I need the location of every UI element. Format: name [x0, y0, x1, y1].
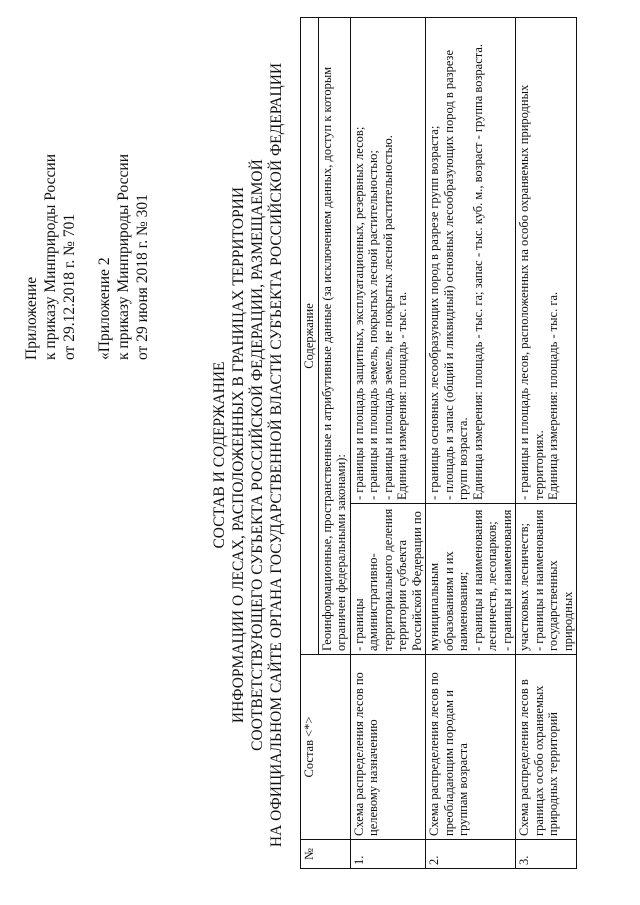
detail-line: - границы и площадь земель, не покрытых лесной растительностью.	[380, 135, 395, 500]
table-row	[426, 18, 516, 869]
row-details	[426, 18, 516, 504]
approval-2-line-3: от 29 июня 2018 г. № 301	[134, 194, 151, 360]
header-composition: Состав <*>	[301, 655, 351, 840]
row-number: 3.	[516, 840, 577, 869]
detail-line: Единица измерения: площадь - тыс. га.	[546, 291, 560, 500]
content-table	[300, 17, 577, 869]
row-composition: Схема распределения лесов по преобладающим породам и группам возраста	[426, 655, 516, 840]
approval-block-2	[95, 154, 152, 360]
header-content: Содержание	[301, 18, 319, 655]
approval-2-line-2: к приказу Минприроды России	[115, 153, 132, 360]
row-boundaries: участковых лесничеств; - границы и наименования государственных природных	[516, 504, 577, 655]
row-composition: Схема распределения лесов по целевому назначению	[350, 655, 426, 840]
approval-1-line-3: от 29.12.2018 г. № 701	[61, 213, 78, 360]
detail-line: - границы и площадь защитных, эксплуатационных, резервных лесов;	[351, 126, 366, 500]
detail-line: - границы и площадь земель, покрытых лесной растительностью;	[366, 150, 380, 500]
document-title	[210, 25, 286, 885]
header-number: №	[301, 840, 351, 869]
detail-line: - площадь и запас (общий и ликвидный) основных лесообразующих пород в разрезе групп возраста.	[441, 49, 470, 500]
title-line-1: СОСТАВ И СОДЕРЖАНИЕ	[211, 361, 228, 549]
title-line-3: СООТВЕТСТВУЮЩЕГО СУБЪЕКТА РОССИЙСКОЙ ФЕДЕРАЦИИ, РАЗМЕЩАЕМОЙ	[249, 159, 266, 751]
detail-line: - границы основных лесообразующих пород в разрезе групп возраста;	[427, 125, 441, 500]
approval-1-line-1: Приложение	[23, 276, 40, 360]
row-details	[350, 18, 426, 504]
detail-line: - границы и площадь лесов, расположенных на особо охраняемых природных территориях.	[517, 84, 546, 500]
detail-line: Единица измерения: площадь - тыс. га; запас - тыс. куб. м., возраст - группа возраста.	[470, 43, 485, 500]
table-row	[516, 18, 577, 869]
table-row	[350, 18, 426, 869]
row-details	[516, 18, 577, 504]
row-boundaries: - границы административно-территориального деления территории субъекта Российской Федерации по	[350, 504, 426, 655]
title-line-2: ИНФОРМАЦИИ О ЛЕСАХ, РАСПОЛОЖЕННЫХ В ГРАНИЦАХ ТЕРРИТОРИИ	[230, 186, 247, 724]
row-number: 1.	[350, 840, 426, 869]
approval-block-1	[22, 154, 79, 360]
row-number: 2.	[426, 840, 516, 869]
row-composition: Схема распределения лесов в границах особо охраняемых природных территорий	[516, 655, 577, 840]
table-header-row	[301, 18, 319, 869]
header-content-sub: Геоинформационные, пространственные и атрибутивные данные (за исключением данных, доступ к которым ограничен федеральными законами):	[318, 18, 350, 655]
row-boundaries: муниципальным образованиям и их наименования; - границы и наименования лесничеств, лесопарков; - границы и наименования	[426, 504, 516, 655]
title-line-4: НА ОФИЦИАЛЬНОМ САЙТЕ ОРГАНА ГОСУДАРСТВЕННОЙ ВЛАСТИ СУБЪЕКТА РОССИЙСКОЙ ФЕДЕРАЦИИ	[268, 62, 285, 848]
detail-line: Единица измерения: площадь - тыс. га.	[395, 291, 409, 500]
approval-1-line-2: к приказу Минприроды России	[42, 153, 59, 360]
approval-2-line-1: «Приложение 2	[96, 257, 113, 360]
